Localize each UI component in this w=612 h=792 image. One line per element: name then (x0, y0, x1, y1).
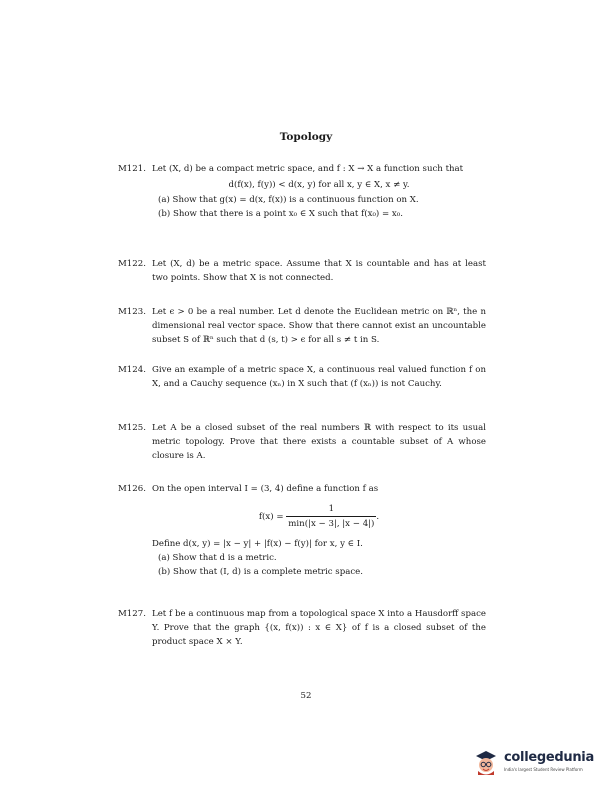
problem-text: Let (X, d) be a metric space. Assume that X is countable and has at least two points. Show that X is not connected. (152, 259, 486, 283)
problem-label: M127. (118, 609, 146, 619)
logo-wordmark: collegedunia (504, 750, 594, 765)
equation-end: . (376, 512, 380, 522)
problem-part-b: (b) Show that (I, d) is a complete metric space. (158, 567, 363, 577)
problem-text: Give an example of a metric space X, a continuous real valued function f on X, and a Cauchy sequence (xₙ) in X such that (f (xₙ)) is not Cauchy. (152, 365, 486, 389)
logo-tagline: India's largest Student Review Platform (504, 767, 583, 772)
fraction-denominator: min(|x − 3|, |x − 4|) (288, 519, 375, 529)
collegedunia-logo (474, 744, 604, 784)
problem-equation (152, 502, 486, 531)
problem-m122 (118, 257, 486, 285)
problem-text: On the open interval I = (3, 4) define a function f as (152, 484, 379, 494)
problem-m125 (118, 421, 486, 463)
graduate-cap-icon (474, 748, 498, 776)
fraction-numerator: 1 (286, 502, 376, 517)
problem-label: M124. (118, 365, 146, 375)
problem-text: Let (X, d) be a compact metric space, and f : X → X a function such that (152, 164, 464, 174)
problem-m126 (118, 482, 486, 579)
equation-lhs: f(x) = (258, 512, 284, 522)
problem-m124 (118, 363, 486, 391)
problem-text: Let A be a closed subset of the real numbers ℝ with respect to its usual metric topology. Prove that there exists a countable subset of A whose closure is A. (152, 423, 486, 461)
page-title: Topology (279, 131, 333, 143)
problem-label: M125. (118, 423, 146, 433)
problem-label: M123. (118, 307, 146, 317)
problem-m121 (118, 162, 486, 221)
problem-label: M126. (118, 484, 146, 494)
problem-text-after: Define d(x, y) = |x − y| + |f(x) − f(y)| for x, y ∈ I. (152, 539, 363, 549)
problem-m127 (118, 607, 486, 649)
problem-label: M121. (118, 164, 146, 174)
problem-equation: d(f(x), f(y)) < d(x, y) for all x, y ∈ X, x ≠ y. (228, 180, 410, 190)
problem-part-a: (a) Show that d is a metric. (158, 553, 277, 563)
problem-part-b: (b) Show that there is a point x₀ ∈ X such that f(x₀) = x₀. (158, 209, 403, 219)
equation-fraction (286, 502, 376, 531)
page-number: 52 (300, 691, 312, 701)
problem-text: Let ϵ > 0 be a real number. Let d denote the Euclidean metric on ℝⁿ, the n dimensional real vector space. Show that there cannot exist an uncountable subset S of ℝⁿ such that d (s, t) > ϵ for all s ≠ t in S. (152, 307, 486, 345)
problem-part-a: (a) Show that g(x) = d(x, f(x)) is a continuous function on X. (158, 195, 419, 205)
problem-text: Let f be a continuous map from a topological space X into a Hausdorff space Y. Prove that the graph {(x, f(x)) : x ∈ X} of f is a closed subset of the product space X × Y. (152, 609, 486, 647)
problem-label: M122. (118, 259, 146, 269)
problem-m123 (118, 305, 486, 347)
